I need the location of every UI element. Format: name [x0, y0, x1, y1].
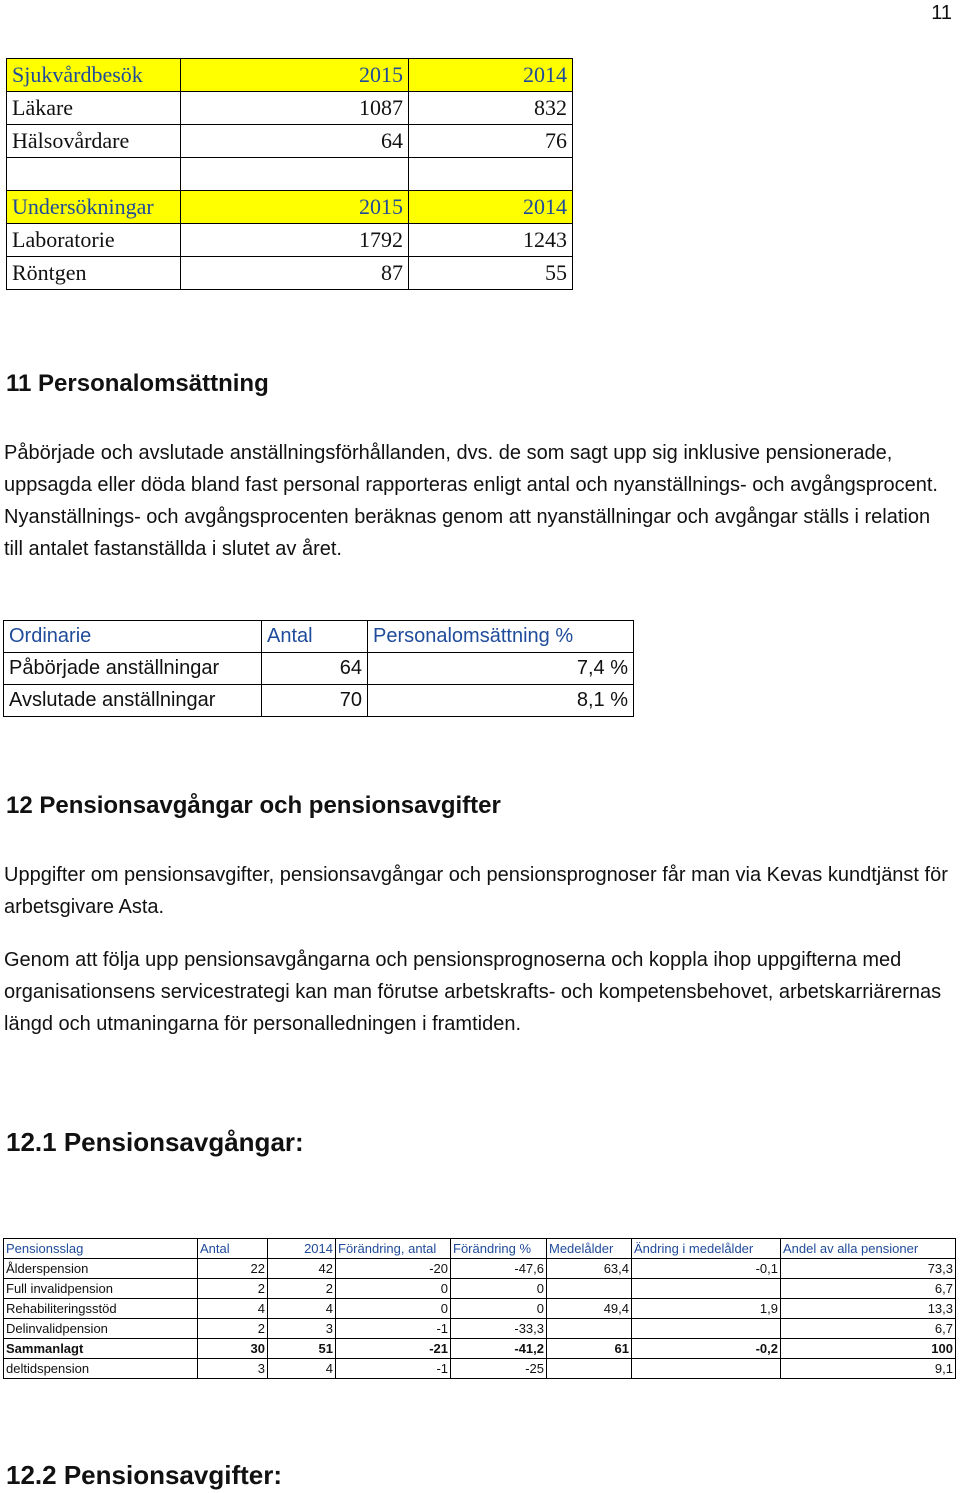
table-cell: 1,9 [632, 1299, 781, 1319]
table-cell: 70 [262, 685, 368, 717]
column-header: Förändring % [451, 1239, 547, 1259]
table-cell: 6,7 [781, 1279, 956, 1299]
table-cell: -47,6 [451, 1259, 547, 1279]
table-cell [632, 1359, 781, 1379]
table-row [4, 685, 634, 717]
column-header: Ordinarie [4, 621, 262, 653]
table-cell: deltidspension [4, 1359, 198, 1379]
table-row [4, 1359, 956, 1379]
row-label: Sjukvårdbesök [7, 59, 181, 92]
column-header: Andel av alla pensioner [781, 1239, 956, 1259]
value-2014: 1243 [409, 224, 573, 257]
column-header: Personalomsättning % [368, 621, 634, 653]
table-cell: 3 [268, 1319, 336, 1339]
section-12-heading: 12 Pensionsavgångar och pensionsavgifter [6, 792, 501, 819]
table-cell: 30 [198, 1339, 268, 1359]
table-cell: 0 [336, 1279, 451, 1299]
table-cell: -1 [336, 1359, 451, 1379]
row-label: Läkare [7, 92, 181, 125]
row-label: Undersökningar [7, 191, 181, 224]
table-cell: Ålderspension [4, 1259, 198, 1279]
table-cell: 73,3 [781, 1259, 956, 1279]
table-cell: 4 [198, 1299, 268, 1319]
table-cell: 51 [268, 1339, 336, 1359]
table-row [7, 158, 573, 191]
table-cell: -1 [336, 1319, 451, 1339]
table-cell: 4 [268, 1299, 336, 1319]
visits-table [6, 58, 573, 290]
table-cell: 22 [198, 1259, 268, 1279]
table-cell: 49,4 [547, 1299, 632, 1319]
table-cell: 4 [268, 1359, 336, 1379]
column-header: Antal [198, 1239, 268, 1259]
table-cell: 0 [451, 1299, 547, 1319]
column-header: Medelålder [547, 1239, 632, 1259]
table-cell: 2 [268, 1279, 336, 1299]
value-2014: 76 [409, 125, 573, 158]
section-12-paragraph-2: Genom att följa upp pensionsavgångarna och pensionsprognoserna och koppla ihop uppgifterna med organisationsens servicestrategi kan man förutse arbetskrafts- och kompetensbehovet, arbetskarriärernas längd och utmaningarna för personalledningen i framtiden. [4, 949, 942, 1035]
table-cell: -0,1 [632, 1259, 781, 1279]
table-cell: -41,2 [451, 1339, 547, 1359]
table-cell: Full invalidpension [4, 1279, 198, 1299]
table-cell: -20 [336, 1259, 451, 1279]
table-cell: 61 [547, 1339, 632, 1359]
value-2015: 1792 [181, 224, 409, 257]
table-cell: Avslutade anställningar [4, 685, 262, 717]
table-row [7, 92, 573, 125]
table-row [7, 191, 573, 224]
row-label: Röntgen [7, 257, 181, 290]
table-row [7, 59, 573, 92]
value-2015: 64 [181, 125, 409, 158]
table-cell: 13,3 [781, 1299, 956, 1319]
column-header: 2014 [268, 1239, 336, 1259]
value-2014 [409, 158, 573, 191]
table-row [4, 1299, 956, 1319]
row-label [7, 158, 181, 191]
table-cell: 42 [268, 1259, 336, 1279]
table-cell [547, 1359, 632, 1379]
row-label: Hälsovårdare [7, 125, 181, 158]
table-cell: -25 [451, 1359, 547, 1379]
section-11-paragraph: Påbörjade och avslutade anställningsförhållanden, dvs. de som sagt upp sig inklusive pensionerade, uppsagda eller döda bland fast personal rapporteras enligt antal och nyanställnings- och avgångsprocent. Nyanställnings- och avgångsprocenten beräknas genom att nyanställningar och avgångar ställs i relation till antalet fastanställda i slutet av året. [4, 442, 938, 560]
value-2014: 2014 [409, 59, 573, 92]
value-2015: 2015 [181, 191, 409, 224]
column-header: Ändring i medelålder [632, 1239, 781, 1259]
table-header-row [4, 621, 634, 653]
table-cell: 100 [781, 1339, 956, 1359]
table-cell: 3 [198, 1359, 268, 1379]
table-row [4, 1339, 956, 1359]
table-cell: 0 [336, 1299, 451, 1319]
column-header: Förändring, antal [336, 1239, 451, 1259]
value-2014: 55 [409, 257, 573, 290]
value-2015: 2015 [181, 59, 409, 92]
section-12-paragraph-1: Uppgifter om pensionsavgifter, pensionsavgångar och pensionsprognoser får man via Kevas kundtjänst för arbetsgivare Asta. [4, 864, 948, 918]
table-cell [547, 1319, 632, 1339]
table-row [4, 653, 634, 685]
section-12-2-heading: 12.2 Pensionsavgifter: [6, 1460, 282, 1490]
table-header-row [4, 1239, 956, 1259]
value-2015: 87 [181, 257, 409, 290]
table-cell: 2 [198, 1279, 268, 1299]
table-cell: 8,1 % [368, 685, 634, 717]
table-row [4, 1319, 956, 1339]
table-row [4, 1259, 956, 1279]
value-2014: 832 [409, 92, 573, 125]
table-cell: Påbörjade anställningar [4, 653, 262, 685]
table-cell: 9,1 [781, 1359, 956, 1379]
page-number: 11 [931, 2, 952, 24]
section-12-1-heading: 12.1 Pensionsavgångar: [6, 1127, 304, 1157]
section-11-heading: 11 Personalomsättning [6, 370, 269, 397]
table-cell: Sammanlagt [4, 1339, 198, 1359]
turnover-table [3, 620, 634, 717]
table-cell: 2 [198, 1319, 268, 1339]
table-cell: 64 [262, 653, 368, 685]
table-row [7, 125, 573, 158]
column-header: Pensionsslag [4, 1239, 198, 1259]
table-cell: 63,4 [547, 1259, 632, 1279]
table-row [7, 224, 573, 257]
table-cell: 0 [451, 1279, 547, 1299]
table-cell: -33,3 [451, 1319, 547, 1339]
table-cell: 6,7 [781, 1319, 956, 1339]
table-cell [547, 1279, 632, 1299]
table-cell [632, 1279, 781, 1299]
table-cell: Delinvalidpension [4, 1319, 198, 1339]
table-row [7, 257, 573, 290]
table-cell: Rehabiliteringsstöd [4, 1299, 198, 1319]
pension-table [3, 1238, 956, 1379]
table-cell [632, 1319, 781, 1339]
table-cell: -0,2 [632, 1339, 781, 1359]
row-label: Laboratorie [7, 224, 181, 257]
value-2014: 2014 [409, 191, 573, 224]
table-row [4, 1279, 956, 1299]
value-2015: 1087 [181, 92, 409, 125]
value-2015 [181, 158, 409, 191]
table-cell: -21 [336, 1339, 451, 1359]
column-header: Antal [262, 621, 368, 653]
table-cell: 7,4 % [368, 653, 634, 685]
